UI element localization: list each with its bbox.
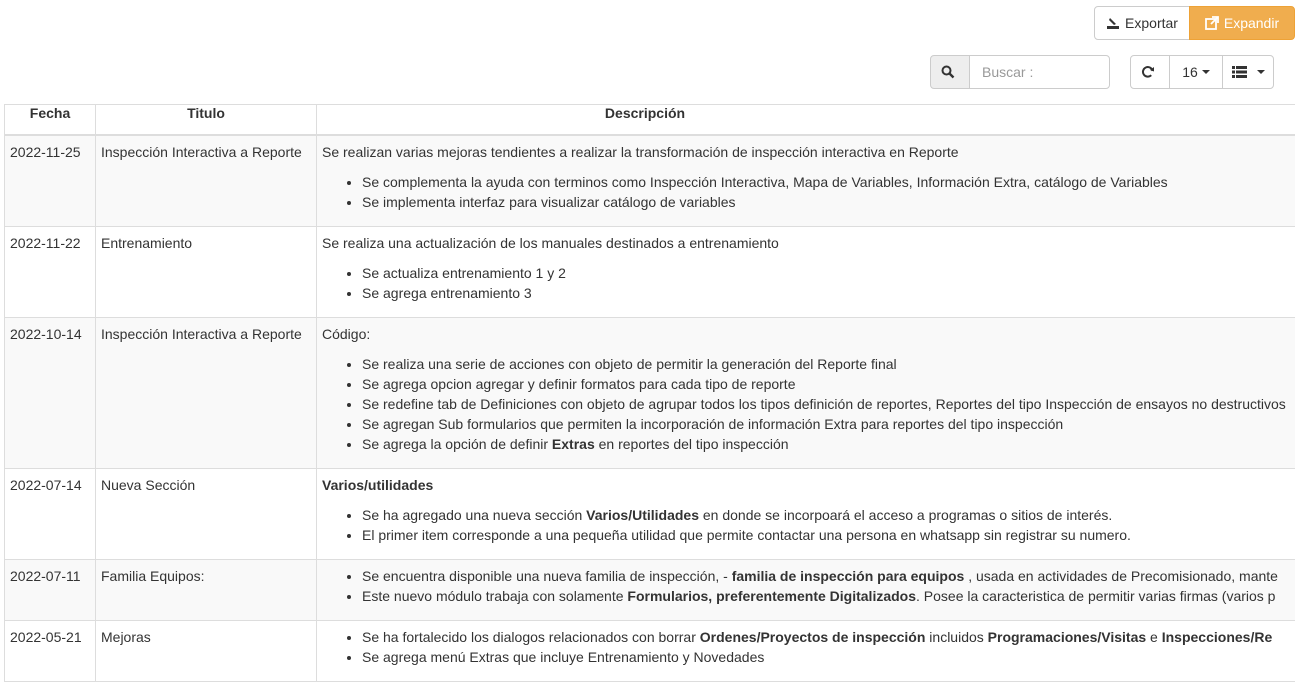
cell-fecha: 2022-07-14 [5, 469, 96, 560]
table-header-row [5, 105, 1295, 136]
description-list [322, 505, 1295, 545]
cell-fecha: 2022-07-11 [5, 560, 96, 621]
text-part: Este nuevo módulo trabaja con solamente [362, 588, 627, 604]
bold-text: Formularios, preferentemente Digitalizados [627, 588, 916, 604]
list-item: • El primer item corresponde a una pequeña utilidad que permite contactar una persona en whatsapp sin registrar su numero. [362, 525, 1295, 545]
export-button[interactable] [1094, 6, 1190, 40]
search-input[interactable] [969, 55, 1110, 89]
cell-descripcion [317, 560, 1295, 621]
column-header-fecha[interactable]: Fecha [5, 105, 96, 136]
description-list [322, 627, 1295, 667]
list-item: • Se complementa la ayuda con terminos como Inspección Interactiva, Mapa de Variables, Información Extra, catálogo de Variables [362, 172, 1295, 192]
list-item [362, 586, 1295, 606]
text-part: en donde se incorpoará el acceso a programas o sitios de interés. [699, 507, 1112, 523]
list-item: • Se actualiza entrenamiento 1 y 2 [362, 263, 1295, 283]
description-list [322, 263, 1295, 303]
text-part: Se encuentra disponible una nueva familia de inspección, - [362, 568, 732, 584]
text-part: Se ha agregado una nueva sección [362, 507, 586, 523]
description-intro: Código: [322, 324, 1295, 344]
cell-titulo: Mejoras [96, 621, 317, 682]
caret-down-icon [1202, 70, 1210, 74]
cell-titulo: Entrenamiento [96, 227, 317, 318]
description-intro [322, 475, 1295, 495]
table-row [5, 560, 1295, 621]
text-part: incluidos [925, 629, 987, 645]
cell-titulo: Nueva Sección [96, 469, 317, 560]
bold-text: Extras [552, 436, 595, 452]
export-label: Exportar [1125, 15, 1178, 31]
cell-descripcion [317, 135, 1295, 227]
list-item: • Se agrega entrenamiento 3 [362, 283, 1295, 303]
description-intro: Se realiza una actualización de los manuales destinados a entrenamiento [322, 233, 1295, 253]
cell-descripcion [317, 469, 1295, 560]
bold-text: familia de inspección para equipos [732, 568, 965, 584]
table-row [5, 227, 1295, 318]
list-icon [1232, 66, 1248, 78]
refresh-icon [1141, 65, 1155, 79]
novedades-table [4, 104, 1295, 682]
list-item: • Se implementa interfaz para visualizar catálogo de variables [362, 192, 1295, 212]
text-part: e [1146, 629, 1162, 645]
table-row [5, 469, 1295, 560]
expand-label: Expandir [1224, 15, 1279, 31]
list-item: • Se redefine tab de Definiciones con objeto de agrupar todos los tipos definición de reportes, Reportes del tipo Inspección de ensayos no destructivos [362, 394, 1295, 414]
bold-text: Varios/Utilidades [586, 507, 699, 523]
page-size-value: 16 [1182, 64, 1198, 80]
description-list [322, 172, 1295, 212]
bold-text: Inspecciones/Re [1162, 629, 1273, 645]
list-item [362, 627, 1295, 647]
list-item: • Se agregan Sub formularios que permiten la incorporación de información Extra para reportes del tipo inspección [362, 414, 1295, 434]
columns-dropdown[interactable] [1222, 55, 1274, 89]
search-button[interactable] [930, 55, 970, 89]
cell-descripcion [317, 227, 1295, 318]
bold-text: Varios/utilidades [322, 477, 433, 493]
cell-fecha: 2022-10-14 [5, 318, 96, 469]
caret-down-icon [1257, 70, 1265, 74]
bold-text: Programaciones/Visitas [988, 629, 1146, 645]
expand-button[interactable] [1189, 6, 1295, 40]
external-link-icon [1205, 16, 1219, 30]
search-icon [941, 65, 955, 79]
cell-titulo: Inspección Interactiva a Reporte [96, 318, 317, 469]
text-part: en reportes del tipo inspección [595, 436, 789, 452]
text-part: , usada en actividades de Precomisionado, mante [964, 568, 1278, 584]
cell-titulo: Inspección Interactiva a Reporte [96, 135, 317, 227]
cell-descripcion [317, 318, 1295, 469]
description-list [322, 566, 1295, 606]
description-intro: Se realizan varias mejoras tendientes a realizar la transformación de inspección interactiva en Reporte [322, 142, 1295, 162]
list-item: • Se agrega opcion agregar y definir formatos para cada tipo de reporte [362, 374, 1295, 394]
table-row [5, 318, 1295, 469]
cell-descripcion [317, 621, 1295, 682]
cell-titulo: Familia Equipos: [96, 560, 317, 621]
list-item [362, 505, 1295, 525]
table-row [5, 621, 1295, 682]
table-row [5, 135, 1295, 227]
cell-fecha: 2022-11-22 [5, 227, 96, 318]
export-icon [1106, 16, 1120, 30]
column-header-descripcion[interactable]: Descripción [317, 105, 1295, 136]
text-part: Se ha fortalecido los dialogos relacionados con borrar [362, 629, 700, 645]
text-part: Se agrega la opción de definir [362, 436, 552, 452]
text-part: . Posee la caracteristica de permitir varias firmas (varios p [916, 588, 1275, 604]
cell-fecha: 2022-05-21 [5, 621, 96, 682]
page-size-dropdown[interactable] [1169, 55, 1223, 89]
list-item: • Se realiza una serie de acciones con objeto de permitir la generación del Reporte final [362, 354, 1295, 374]
column-header-titulo[interactable]: Titulo [96, 105, 317, 136]
description-list [322, 354, 1295, 454]
cell-fecha: 2022-11-25 [5, 135, 96, 227]
list-item [362, 566, 1295, 586]
refresh-button[interactable] [1130, 55, 1170, 89]
list-item [362, 434, 1295, 454]
list-item: • Se agrega menú Extras que incluye Entrenamiento y Novedades [362, 647, 1295, 667]
bold-text: Ordenes/Proyectos de inspección [700, 629, 926, 645]
